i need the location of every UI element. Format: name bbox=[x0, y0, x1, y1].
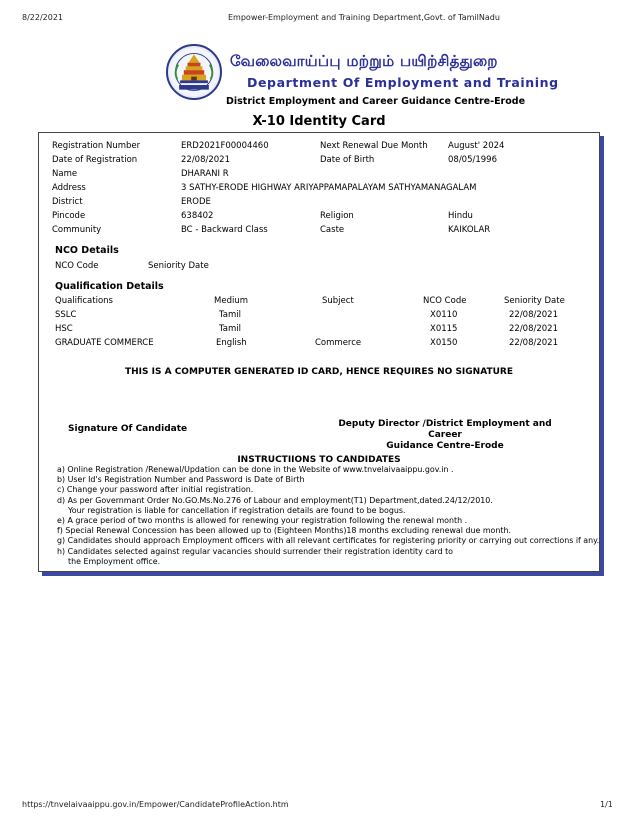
officer-line-1: Deputy Director /District Employment and Career bbox=[338, 419, 552, 440]
qualification-heading: Qualification Details bbox=[55, 281, 164, 292]
instruction-line: the Employment office. bbox=[68, 556, 161, 566]
reg-date-label: Date of Registration bbox=[52, 155, 138, 165]
reg-no-label: Registration Number bbox=[52, 141, 141, 151]
dob-value: 08/05/1996 bbox=[448, 155, 497, 165]
centre-title: District Employment and Career Guidance Centre-Erode bbox=[226, 96, 526, 107]
dept-tamil-title: வேலைவாய்ப்பு மற்றும் பயிற்சித்துறை bbox=[230, 52, 498, 70]
nco-code-cell: X0115 bbox=[430, 324, 458, 334]
qualification-cell: GRADUATE COMMERCE bbox=[55, 338, 154, 348]
nco-heading: NCO Details bbox=[55, 245, 119, 256]
nco-code-cell: X0110 bbox=[430, 310, 458, 320]
pincode-label: Pincode bbox=[52, 211, 86, 221]
instruction-line: f) Special Renewal Concession has been allowed up to (Eighteen Months)18 months excluding renewal due month. bbox=[57, 526, 511, 536]
col-header-subject: Subject bbox=[322, 296, 354, 306]
instruction-line: g) Candidates should approach Employment officers with all relevant certificates for registering priority or carrying out corrections if any. bbox=[57, 536, 600, 546]
community-label: Community bbox=[52, 225, 102, 235]
officer-signature-label bbox=[320, 419, 570, 452]
religion-label: Religion bbox=[320, 211, 354, 221]
caste-label: Caste bbox=[320, 225, 345, 235]
instruction-line: d) As per Governmant Order No.GO.Ms.No.276 of Labour and employment(T1) Department,dated.24/12/2010. bbox=[57, 495, 493, 505]
print-title: Empower-Employment and Training Department,Govt. of TamilNadu bbox=[228, 13, 500, 22]
seniority-date-cell: 22/08/2021 bbox=[509, 324, 558, 334]
renewal-value: August' 2024 bbox=[448, 141, 505, 151]
reg-date-value: 22/08/2021 bbox=[181, 155, 230, 165]
name-value: DHARANI R bbox=[181, 169, 229, 179]
officer-line-2: Guidance Centre-Erode bbox=[386, 441, 504, 451]
tamil-nadu-seal-icon bbox=[166, 44, 222, 100]
seniority-date-cell: 22/08/2021 bbox=[509, 310, 558, 320]
address-value: 3 SATHY-ERODE HIGHWAY ARIYAPPAMAPALAYAM SATHYAMANAGALAM bbox=[181, 183, 477, 193]
district-value: ERODE bbox=[181, 197, 211, 207]
medium-cell: Tamil bbox=[219, 310, 241, 320]
col-header-medium: Medium bbox=[214, 296, 248, 306]
medium-cell: Tamil bbox=[219, 324, 241, 334]
col-header-seniority-date: Seniority Date bbox=[504, 296, 565, 306]
print-date: 8/22/2021 bbox=[22, 13, 64, 22]
nco-code-label: NCO Code bbox=[55, 261, 99, 271]
nco-seniority-label: Seniority Date bbox=[148, 261, 209, 271]
candidate-signature-label: Signature Of Candidate bbox=[68, 424, 188, 434]
reg-no-value: ERD2021F00004460 bbox=[181, 141, 269, 151]
instruction-line: b) User Id's Registration Number and Password is Date of Birth bbox=[57, 475, 305, 485]
instruction-line: e) A grace period of two months is allowed for renewing your registration following the renewal month . bbox=[57, 516, 468, 526]
instructions-list bbox=[57, 465, 617, 567]
qualification-cell: HSC bbox=[55, 324, 73, 334]
col-header-nco-code: NCO Code bbox=[423, 296, 467, 306]
community-value: BC - Backward Class bbox=[181, 225, 268, 235]
nco-code-cell: X0150 bbox=[430, 338, 458, 348]
seniority-date-cell: 22/08/2021 bbox=[509, 338, 558, 348]
address-label: Address bbox=[52, 183, 86, 193]
instruction-line: a) Online Registration /Renewal/Updation can be done in the Website of www.tnvelaivaaippu.gov.in . bbox=[57, 465, 454, 474]
name-label: Name bbox=[52, 169, 78, 179]
pincode-value: 638402 bbox=[181, 211, 214, 221]
instruction-line: h) Candidates selected against regular vacancies should surrender their registration identity card to bbox=[57, 546, 454, 556]
print-url: https://tnvelaivaaippu.gov.in/Empower/CandidateProfileAction.htm bbox=[22, 800, 289, 809]
instructions-heading: INSTRUCTIIONS TO CANDIDATES bbox=[237, 455, 401, 465]
religion-value: Hindu bbox=[448, 211, 473, 221]
instruction-line: Your registration is liable for cancellation if registration details are found to be bogus. bbox=[68, 505, 406, 515]
qualification-cell: SSLC bbox=[55, 310, 77, 320]
dept-english-title: Department Of Employment and Training bbox=[247, 75, 559, 90]
instruction-line: c) Change your password after initial registration. bbox=[57, 485, 254, 495]
medium-cell: English bbox=[216, 338, 247, 348]
renewal-label: Next Renewal Due Month bbox=[320, 141, 428, 151]
district-label: District bbox=[52, 197, 83, 207]
col-header-qualifications: Qualifications bbox=[55, 296, 113, 306]
dob-label: Date of Birth bbox=[320, 155, 375, 165]
card-title: X-10 Identity Card bbox=[252, 114, 386, 129]
print-page-number: 1/1 bbox=[600, 800, 613, 809]
subject-cell: Commerce bbox=[315, 338, 362, 348]
caste-value: KAIKOLAR bbox=[448, 225, 491, 235]
computer-generated-notice: THIS IS A COMPUTER GENERATED ID CARD, HENCE REQUIRES NO SIGNATURE bbox=[125, 367, 513, 377]
